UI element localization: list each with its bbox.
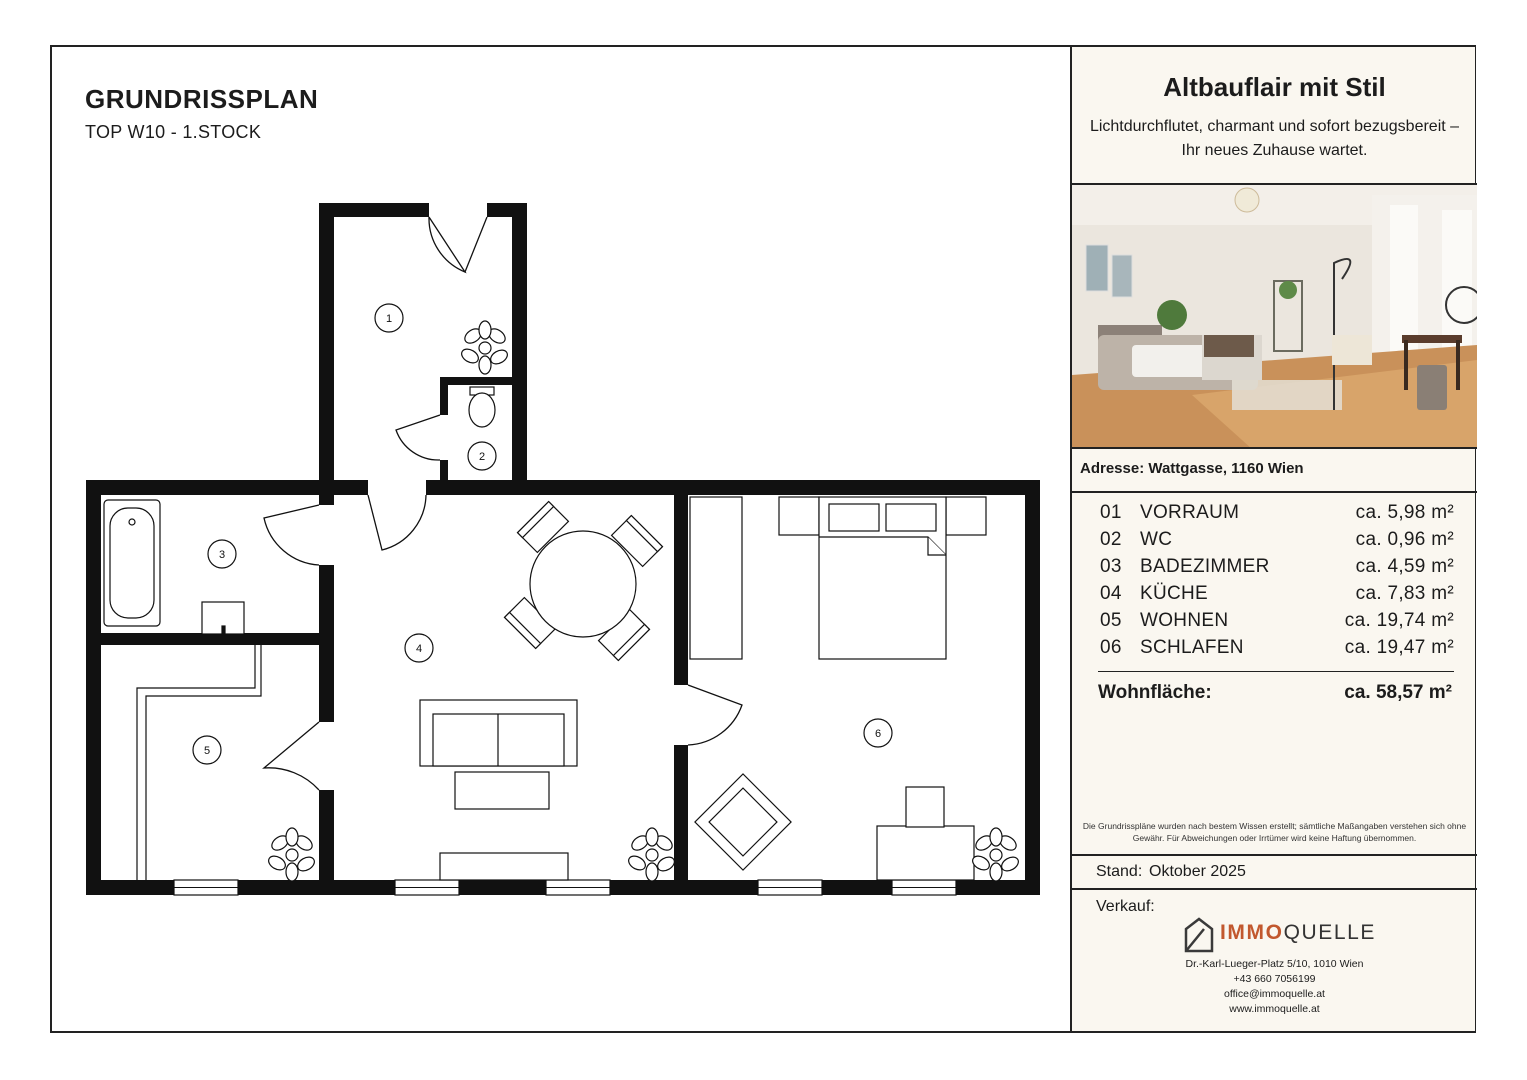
- date-label: Stand:: [1096, 863, 1143, 880]
- room-number: 06: [1100, 637, 1122, 658]
- listing-header: [1072, 47, 1477, 185]
- sofa: [420, 700, 577, 880]
- room-marker-2: 2: [478, 451, 486, 463]
- contact-info: [1072, 957, 1477, 1017]
- room-name: KÜCHE: [1140, 583, 1209, 604]
- list-item: [1098, 583, 1454, 610]
- room-marker-5: 5: [203, 745, 211, 757]
- room-area: ca. 19,47 m²: [1344, 637, 1454, 658]
- total-label: Wohnfläche:: [1098, 682, 1212, 703]
- room-name: BADEZIMMER: [1140, 556, 1270, 577]
- plan-title: GRUNDRISSPLAN: [85, 84, 319, 114]
- date-value: Oktober 2025: [1149, 863, 1246, 880]
- listing-title: Altbauflair mit Stil: [1163, 72, 1386, 102]
- brand-name: IMMOQUELLE: [1220, 921, 1377, 944]
- address-row: [1072, 449, 1477, 493]
- room-number: 02: [1100, 529, 1122, 550]
- contact-address: Dr.-Karl-Lueger-Platz 5/10, 1010 Wien: [1185, 958, 1364, 970]
- info-panel: [1070, 47, 1475, 1031]
- room-number: 05: [1100, 610, 1122, 631]
- plan-subtitle: TOP W10 - 1.STOCK: [85, 122, 262, 142]
- kitchen-counter: [137, 645, 261, 880]
- list-item: [1098, 637, 1454, 664]
- room-list: [1098, 502, 1454, 664]
- list-item: [1098, 502, 1454, 529]
- contact-website[interactable]: www.immoquelle.at: [1229, 1003, 1320, 1015]
- room-marker-4: 4: [415, 643, 423, 655]
- room-marker-3: 3: [218, 549, 226, 561]
- list-item: [1098, 529, 1454, 556]
- room-area: ca. 0,96 m²: [1355, 529, 1454, 550]
- list-item: [1098, 610, 1454, 637]
- bedroom-furniture: [690, 497, 986, 880]
- total-value: ca. 58,57 m²: [1344, 682, 1452, 703]
- disclaimer: Die Grundrisspläne wurden nach bestem Wissen erstellt; sämtliche Maßangaben verstehen sich ohne Gewähr. Für Abweichungen oder Irrtümer wird keine Haftung übernommen.: [1072, 820, 1477, 856]
- date-row: [1072, 856, 1477, 890]
- address: Adresse: Wattgasse, 1160 Wien: [1080, 460, 1304, 477]
- total-divider: [1098, 671, 1454, 672]
- room-marker-1: 1: [385, 313, 393, 325]
- room-name: VORRAUM: [1140, 502, 1240, 523]
- toilet: [469, 387, 495, 427]
- room-area: ca. 7,83 m²: [1355, 583, 1454, 604]
- room-number: 01: [1100, 502, 1122, 523]
- room-area: ca. 4,59 m²: [1355, 556, 1454, 577]
- contact-email[interactable]: office@immoquelle.at: [1224, 988, 1325, 1000]
- room-number: 04: [1100, 583, 1122, 604]
- room-name: WOHNEN: [1140, 610, 1229, 631]
- room-area: ca. 19,74 m²: [1344, 610, 1454, 631]
- room-marker-6: 6: [874, 728, 882, 740]
- sale-label: Verkauf:: [1096, 898, 1155, 915]
- room-number: 03: [1100, 556, 1122, 577]
- bedroom-photo: [1072, 185, 1477, 449]
- dining-set: [505, 502, 663, 661]
- contact-phone: +43 660 7056199: [1233, 973, 1316, 985]
- listing-description: Lichtdurchflutet, charmant und sofort bezugsbereit – Ihr neues Zuhause wartet.: [1089, 118, 1460, 159]
- room-area: ca. 5,98 m²: [1355, 502, 1454, 523]
- house-icon: [1182, 915, 1216, 955]
- brand-logo: [1182, 915, 1382, 955]
- room-name: WC: [1140, 529, 1173, 550]
- room-name: SCHLAFEN: [1140, 637, 1244, 658]
- list-item: [1098, 556, 1454, 583]
